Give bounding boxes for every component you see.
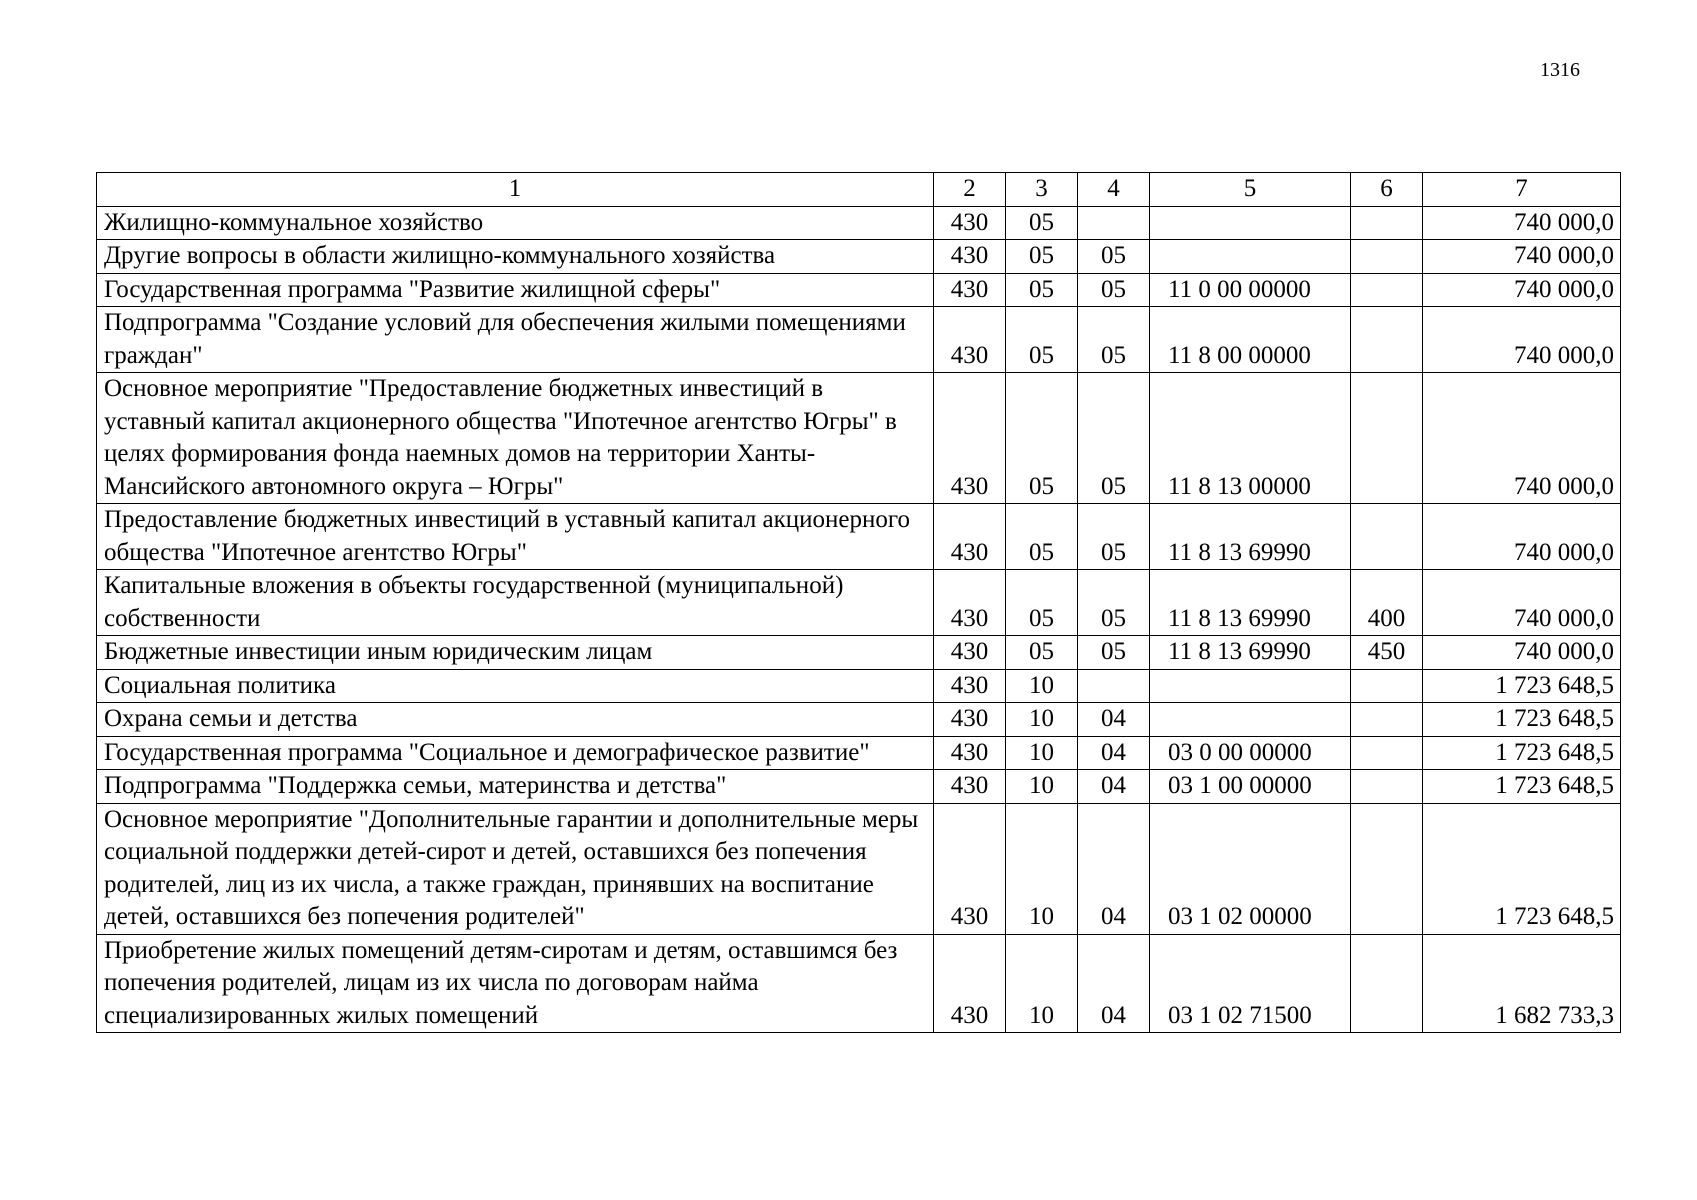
cell-col-4: 04 xyxy=(1078,736,1150,770)
table-row xyxy=(97,934,1621,1033)
cell-col-6 xyxy=(1351,273,1423,307)
cell-col-4: 05 xyxy=(1078,240,1150,274)
table-row xyxy=(97,770,1621,804)
cell-col-5 xyxy=(1150,669,1351,703)
cell-col-4: 04 xyxy=(1078,703,1150,737)
table-row xyxy=(97,803,1621,934)
row-name: Подпрограмма "Поддержка семьи, материнства и детства" xyxy=(97,770,934,804)
cell-col-4: 05 xyxy=(1078,307,1150,373)
row-name: Бюджетные инвестиции иным юридическим лицам xyxy=(97,636,934,670)
row-name: Охрана семьи и детства xyxy=(97,703,934,737)
cell-col-3: 10 xyxy=(1006,703,1078,737)
row-name: Основное мероприятие "Дополнительные гарантии и дополнительные меры социальной поддержки детей-сирот и детей, оставшихся без попечения родителей, лиц из их числа, а также граждан, принявших на воспитание детей, оставшихся без попечения родителей" xyxy=(97,803,934,934)
cell-col-2: 430 xyxy=(934,934,1006,1033)
cell-col-5: 03 1 02 00000 xyxy=(1150,803,1351,934)
cell-col-3: 05 xyxy=(1006,570,1078,636)
cell-col-5: 03 1 00 00000 xyxy=(1150,770,1351,804)
cell-col-7: 740 000,0 xyxy=(1423,240,1621,274)
cell-col-5: 11 8 13 00000 xyxy=(1150,373,1351,504)
header-cell: 1 xyxy=(97,173,934,207)
cell-col-4: 05 xyxy=(1078,636,1150,670)
cell-col-4: 04 xyxy=(1078,803,1150,934)
cell-col-4 xyxy=(1078,669,1150,703)
cell-col-4: 05 xyxy=(1078,504,1150,570)
table-row xyxy=(97,273,1621,307)
cell-col-2: 430 xyxy=(934,206,1006,240)
cell-col-6: 450 xyxy=(1351,636,1423,670)
cell-col-2: 430 xyxy=(934,240,1006,274)
cell-col-3: 05 xyxy=(1006,307,1078,373)
cell-col-3: 10 xyxy=(1006,669,1078,703)
cell-col-7: 740 000,0 xyxy=(1423,273,1621,307)
cell-col-6 xyxy=(1351,934,1423,1033)
header-cell: 3 xyxy=(1006,173,1078,207)
cell-col-2: 430 xyxy=(934,803,1006,934)
cell-col-4: 05 xyxy=(1078,570,1150,636)
cell-col-3: 05 xyxy=(1006,504,1078,570)
cell-col-6 xyxy=(1351,736,1423,770)
cell-col-3: 05 xyxy=(1006,206,1078,240)
cell-col-2: 430 xyxy=(934,307,1006,373)
cell-col-7: 740 000,0 xyxy=(1423,504,1621,570)
header-cell: 5 xyxy=(1150,173,1351,207)
cell-col-2: 430 xyxy=(934,504,1006,570)
cell-col-6 xyxy=(1351,703,1423,737)
cell-col-2: 430 xyxy=(934,373,1006,504)
cell-col-5 xyxy=(1150,206,1351,240)
cell-col-5: 11 0 00 00000 xyxy=(1150,273,1351,307)
row-name: Государственная программа "Развитие жилищной сферы" xyxy=(97,273,934,307)
cell-col-6: 400 xyxy=(1351,570,1423,636)
cell-col-4: 04 xyxy=(1078,934,1150,1033)
cell-col-5: 11 8 13 69990 xyxy=(1150,504,1351,570)
cell-col-5 xyxy=(1150,703,1351,737)
table-row xyxy=(97,669,1621,703)
row-name: Подпрограмма "Создание условий для обеспечения жилыми помещениями граждан" xyxy=(97,307,934,373)
cell-col-2: 430 xyxy=(934,273,1006,307)
row-name: Другие вопросы в области жилищно-коммунального хозяйства xyxy=(97,240,934,274)
cell-col-2: 430 xyxy=(934,703,1006,737)
header-row xyxy=(97,173,1621,207)
row-name: Социальная политика xyxy=(97,669,934,703)
cell-col-5: 11 8 00 00000 xyxy=(1150,307,1351,373)
cell-col-7: 740 000,0 xyxy=(1423,206,1621,240)
cell-col-6 xyxy=(1351,803,1423,934)
cell-col-5: 03 0 00 00000 xyxy=(1150,736,1351,770)
cell-col-4: 04 xyxy=(1078,770,1150,804)
table-row xyxy=(97,206,1621,240)
cell-col-2: 430 xyxy=(934,570,1006,636)
cell-col-6 xyxy=(1351,770,1423,804)
row-name: Государственная программа "Социальное и демографическое развитие" xyxy=(97,736,934,770)
cell-col-2: 430 xyxy=(934,669,1006,703)
cell-col-7: 1 723 648,5 xyxy=(1423,770,1621,804)
table-row xyxy=(97,373,1621,504)
table-row xyxy=(97,504,1621,570)
table-row xyxy=(97,736,1621,770)
cell-col-3: 10 xyxy=(1006,934,1078,1033)
table-row xyxy=(97,636,1621,670)
cell-col-7: 740 000,0 xyxy=(1423,373,1621,504)
cell-col-6 xyxy=(1351,240,1423,274)
cell-col-3: 10 xyxy=(1006,803,1078,934)
cell-col-3: 05 xyxy=(1006,240,1078,274)
table-row xyxy=(97,703,1621,737)
cell-col-3: 10 xyxy=(1006,736,1078,770)
row-name: Приобретение жилых помещений детям-сиротам и детям, оставшимся без попечения родителей, лицам из их числа по договорам найма специализированных жилых помещений xyxy=(97,934,934,1033)
cell-col-5 xyxy=(1150,240,1351,274)
cell-col-6 xyxy=(1351,307,1423,373)
cell-col-7: 1 723 648,5 xyxy=(1423,803,1621,934)
table-row xyxy=(97,240,1621,274)
table-row xyxy=(97,570,1621,636)
cell-col-7: 740 000,0 xyxy=(1423,636,1621,670)
header-cell: 2 xyxy=(934,173,1006,207)
cell-col-7: 1 723 648,5 xyxy=(1423,703,1621,737)
cell-col-7: 1 682 733,3 xyxy=(1423,934,1621,1033)
header-cell: 4 xyxy=(1078,173,1150,207)
cell-col-6 xyxy=(1351,669,1423,703)
cell-col-2: 430 xyxy=(934,636,1006,670)
cell-col-5: 11 8 13 69990 xyxy=(1150,636,1351,670)
cell-col-6 xyxy=(1351,206,1423,240)
cell-col-4: 05 xyxy=(1078,273,1150,307)
cell-col-2: 430 xyxy=(934,770,1006,804)
row-name: Предоставление бюджетных инвестиций в уставный капитал акционерного общества "Ипотечное агентство Югры" xyxy=(97,504,934,570)
cell-col-3: 05 xyxy=(1006,373,1078,504)
cell-col-4: 05 xyxy=(1078,373,1150,504)
row-name: Капитальные вложения в объекты государственной (муниципальной) собственности xyxy=(97,570,934,636)
cell-col-4 xyxy=(1078,206,1150,240)
cell-col-3: 05 xyxy=(1006,273,1078,307)
cell-col-5: 11 8 13 69990 xyxy=(1150,570,1351,636)
row-name: Основное мероприятие "Предоставление бюджетных инвестиций в уставный капитал акционерного общества "Ипотечное агентство Югры" в целях формирования фонда наемных домов на территории Ханты-Мансийского автономного округа – Югры" xyxy=(97,373,934,504)
row-name: Жилищно-коммунальное хозяйство xyxy=(97,206,934,240)
cell-col-7: 1 723 648,5 xyxy=(1423,669,1621,703)
cell-col-3: 05 xyxy=(1006,636,1078,670)
header-cell: 6 xyxy=(1351,173,1423,207)
cell-col-7: 740 000,0 xyxy=(1423,307,1621,373)
table-row xyxy=(97,307,1621,373)
header-cell: 7 xyxy=(1423,173,1621,207)
page-number: 1316 xyxy=(1540,59,1580,81)
cell-col-3: 10 xyxy=(1006,770,1078,804)
budget-table xyxy=(96,172,1621,1033)
cell-col-5: 03 1 02 71500 xyxy=(1150,934,1351,1033)
cell-col-7: 1 723 648,5 xyxy=(1423,736,1621,770)
cell-col-6 xyxy=(1351,373,1423,504)
cell-col-7: 740 000,0 xyxy=(1423,570,1621,636)
cell-col-2: 430 xyxy=(934,736,1006,770)
cell-col-6 xyxy=(1351,504,1423,570)
